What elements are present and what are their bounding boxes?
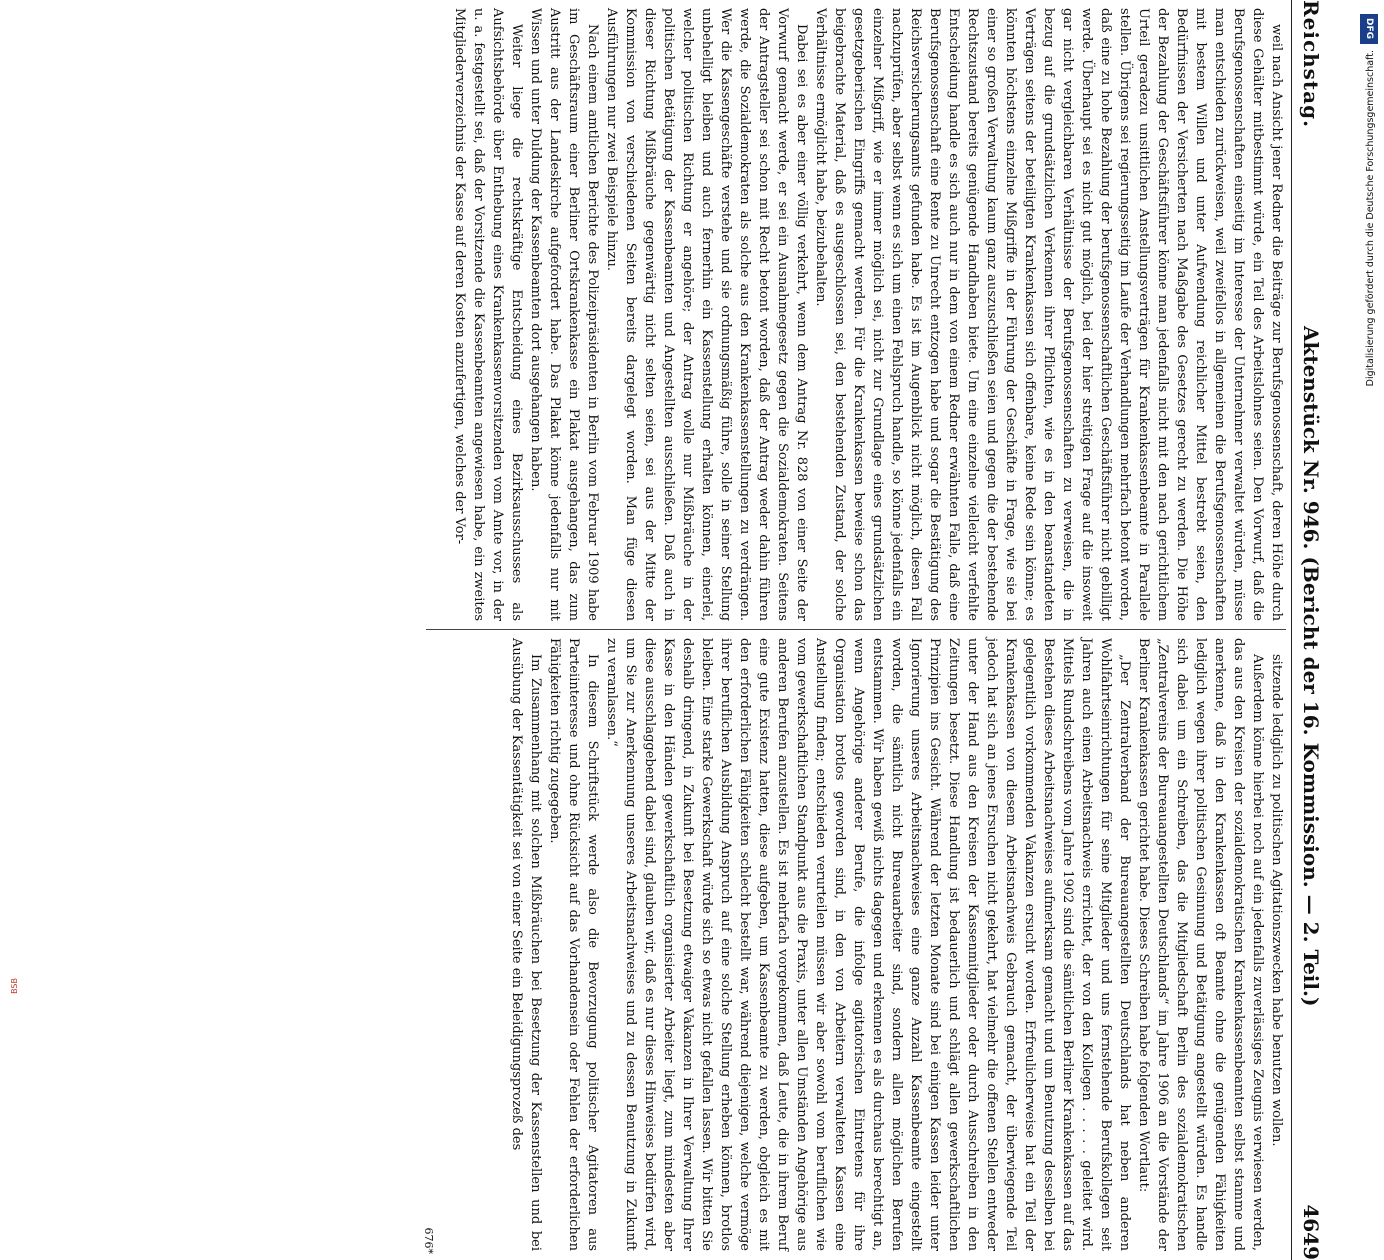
credit-text: Digitalisierung gefördert durch die Deutsche Forschungsgemeinschaft. <box>1365 50 1376 387</box>
rotated-page <box>420 0 1330 1260</box>
paragraph: Außerdem könne hierbei noch auf ein jedenfalls zuverlässiges Zeugnis verwiesen werden, das aus den Kreisen der sozialdemokratischen Krankenkassenbeamten selbst stamme und anerkenne, daß in den Krankenkassen oft Beamte ohne die genügenden Fähigkeiten lediglich wegen ihrer politischen Gesinnung und Betätigung angestellt würden. Es handle sich dabei um ein Schreiben, das die Mitgliedschaft Berlin des sozialdemokratischen „Zentralvereins der Bureauangestellten Deutschlands“ im Jahre 1906 an die Vorstände der Berliner Krankenkassen gerichtet habe. Dieses Schreiben habe folgenden Wortlaut: <box>1136 638 1265 1251</box>
page-number: 4649 <box>1299 1204 1323 1260</box>
text-columns <box>426 0 1286 1260</box>
paragraph: Nach einem amtlichen Berichte des Polizeipräsidenten in Berlin vom Februar 1909 habe im Geschäftsraum einer Berliner Ortskrankenkasse ein Plakat ausgehangen, das zum Austritt aus der Landeskirche aufgefordert habe. Das Plakat könne jedenfalls nur mit Wissen und unter Duldung der Kassenbeamten dort ausgehangen haben. <box>528 8 600 621</box>
column-left <box>426 0 1286 629</box>
column-right <box>426 630 1286 1259</box>
header-reichstag: Reichstag. <box>1299 0 1323 129</box>
digitization-credit <box>1360 14 1378 984</box>
library-stamp: BSB <box>10 978 19 994</box>
paragraph: weil nach Ansicht jener Redner die Beiträge zur Berufsgenossenschaft, deren Höhe durch diese Gehälter mitbestimmt würde, ein Teil des Arbeitslohnes seien. Den Vorwurf, daß die Berufsgenossenschaften einseitig im Interesse der Unternehmer verwaltet würden, müsse man entschieden zurückweisen, weil zweifellos in allgemeinen die Berufsgenossenschaften mit bestem Willen und unter Aufwendung reichlicher Mittel bestrebt seien, den Bedürfnissen der Versicherten nach Maßgabe des Gesetzes gerecht zu werden. Die Höhe der Bezahlung der Geschäftsführer könne man jedenfalls nicht mit den nach gerichtlichem Urteil geradezu unsittlichen Anstellungsverträgen für Krankenkassenbeamte in Parallele stellen. Übrigens sei regierungsseitig im Laufe der Verhandlungen mehrfach betont worden, daß eine zu hohe Bezahlung der berufsgenossenschaftlichen Geschäftsführer nicht gebilligt werde. Überhaupt sei es nicht gut möglich, bei der hier streitigen Frage auf die insoweit gar nicht vergleichbaren Verhältnisse der Berufsgenossenschaften zu verweisen, die in bezug auf die grundsätzlichen Verkennen ihrer Pflichten, wie es in den beanstandeten Verträgen seitens der beteiligten Krankenkassen sich offenbare, keine Rede sein könne; es könnten höchstens einzelne Mißgriffe in der Führung der Geschäfte in Frage, wie sie bei einer so großen Verwaltung kaum ganz auszuschließen seien und gegen die der bestehende Rechtszustand bereits genügende Handhaben biete. Um eine einzelne vielleicht verfehlte Entscheidung handle es sich auch nur in dem von einem Redner erwähnten Falle, daß eine Berufsgenossenschaft eine Rente zu Unrecht entzogen habe und sogar die Bestätigung des Reichsversicherungsamts gefunden habe. Es ist im Augenblick nicht möglich, diesen Fall nachzuprüfen, aber selbst wenn es sich um einen Fehlspruch handle, so könne jedenfalls ein einzelner Mißgriff, wie er immer möglich sei, nicht zur Grundlage eines grundsätzlichen gesetzgeberischen Eingriffs gemacht werden. Für die Krankenkassen beweise schon das beigebrachte Material, daß es ausgeschlossen sei, den bestehenden Zustand, der solche Verhältnisse ermöglicht habe, beizubehalten. <box>813 8 1284 621</box>
header-title: Aktenstück Nr. 946. (Bericht der 16. Kommission. — 2. Teil.) <box>1299 325 1323 1007</box>
signature-mark: 676* <box>422 1227 435 1254</box>
paragraph: Weiter liege die rechtskräftige Entscheidung eines Bezirksausschusses als Aufsichtsbehörde über Enthebung eines Krankenkassenvorsitzenden vom Amte vor, in der u. a. festgestellt sei, daß der Vorsitzende die Kassenbeamten angewiesen habe, ein zweites Mitgliederverzeichnis der Kasse auf deren Kosten anzufertigen, welches der Vor- <box>452 8 524 621</box>
paragraph: Im Zusammenhang mit solchen Mißbräuchen bei Besetzung der Kassenstellen und bei Ausübung der Kassentätigkeit sei von einer Seite ein Beleidigungsprozeß des <box>509 638 543 1251</box>
dfg-logo-icon: DFG <box>1360 14 1378 44</box>
page-header <box>1291 0 1330 1260</box>
paragraph: In diesem Schriftstück werde also die Bevorzugung politischer Agitatoren aus Parteiinteresse und ohne Rücksicht auf das Vorhandensein oder Fehlen der erforderlichen Fähigkeiten richtig zugegeben. <box>547 638 600 1251</box>
paragraph: „Der Zentralverband der Bureauangestellten Deutschlands hat neben anderen Wohlfahrtseinrichtungen für seine Mitglieder und uns fernstehende Berufskollegen seit Jahren auch einen Arbeitsnachweis errichtet, der von den Kollegen . . . . . geleitet wird. Mittels Rundschreibens vom Jahre 1902 sind die sämtlichen Berliner Krankenkassen auf das Bestehen dieses Arbeitsnachweises aufmerksam gemacht und um Benutzung desselben bei gelegentlich vorkommenden Vakanzen ersucht worden. Erfreulicherweise hat ein Teil der Krankenkassen von diesem Arbeitsnachweis Gebrauch gemacht, der überwiegende Teil jedoch hat sich an jenes Ersuchen nicht gekehrt, hat vielmehr die offenen Stellen entweder unter der Hand aus den Kreisen der Kassenmitglieder oder durch Ausschreiben in den Zeitungen besetzt. Diese Handlung ist bedauerlich und schlägt allen gewerkschaftlichen Prinzipien ins Gesicht. Während der letzten Monate sind bei einigen Kassen leider unter Ignorierung unseres Arbeitsnachweises eine ganze Anzahl Kassenbeamte eingestellt worden, die sämtlich nicht Bureauarbeiter sind, sondern allen möglichen Berufen entstammen. Wir haben gewiß nichts dagegen und erkennen es als durchaus berechtigt an, wenn Angehörige anderer Berufe, die infolge agitatorischen Eintretens für ihre Organisation brotlos geworden sind, in den von Arbeitern verwalteten Kassen eine Anstellung finden; entschieden verurteilen müssen wir aber sowohl vom beruflichen wie vom gewerkschaftlichen Standpunkt aus die Praxis, unter allen Umständen Angehörige aus anderen Berufen anzustellen. Es ist mehrfach vorgekommen, daß Leute, die in ihrem Beruf eine gute Existenz hatten, diese aufgeben, um Kassenbeamte zu werden, obgleich es mit den erforderlichen Fähigkeiten schlecht bestellt war, während diejenigen, welche vermöge ihrer beruflichen Ausbildung Anspruch auf eine solche Stellung erheben können, brotlos bleiben. Eine starke Gewerkschaft würde sich so etwas nicht gefallen lassen. Wir bitten Sie deshalb dringend, in Zukunft bei Besetzung etwaiger Vakanzen in Ihrer Verwaltung Ihrer Kasse in den Händen gewerkschaftlich organisierter Arbeiter liegt, zum mindesten aber diese ausschlaggebend dabei sind, glauben wir, daß es nur dieses Hinweises bedürfen wird, um Sie zur Anerkennung unseres Arbeitsnachweises und zu dessen Benutzung in Zukunft zu veranlassen.“ <box>604 638 1132 1251</box>
paragraph: Dabei sei es aber einer völlig verkehrt, wenn dem Antrag Nr. 828 von einer Seite der Vorwurf gemacht werde, er sei ein Ausnahmegesetz gegen die Sozialdemokraten. Seitens der Antragsteller sei schon mit Recht betont worden, daß der Antrag weder dahin führen werde, die Sozialdemokraten als solche aus den Krankenkassenstellungen zu verdrängen. Wer die Kassengeschäfte verstehe und sie ordnungsmäßig führe, solle in seiner Stellung unbehelligt bleiben und auch fernerhin ein Kassenstellung erhalten können, einerlei, welcher politischen Richtung er angehöre; der Antrag wolle nur Mißbräuche in der politischen Betätigung der Kassenbeamten und Angestellten ausschließen. Daß auch in dieser Richtung Mißbräuche gegenwärtig nicht selten seien, sei aus der Mitte der Kommission von verschiedenen Seiten bereits dargelegt worden. Man füge diesen Ausführungen nur zwei Beispiele hinzu. <box>604 8 809 621</box>
paragraph: sitzende lediglich zu politischen Agitationszwecken habe benutzen wollen. <box>1269 654 1284 1147</box>
